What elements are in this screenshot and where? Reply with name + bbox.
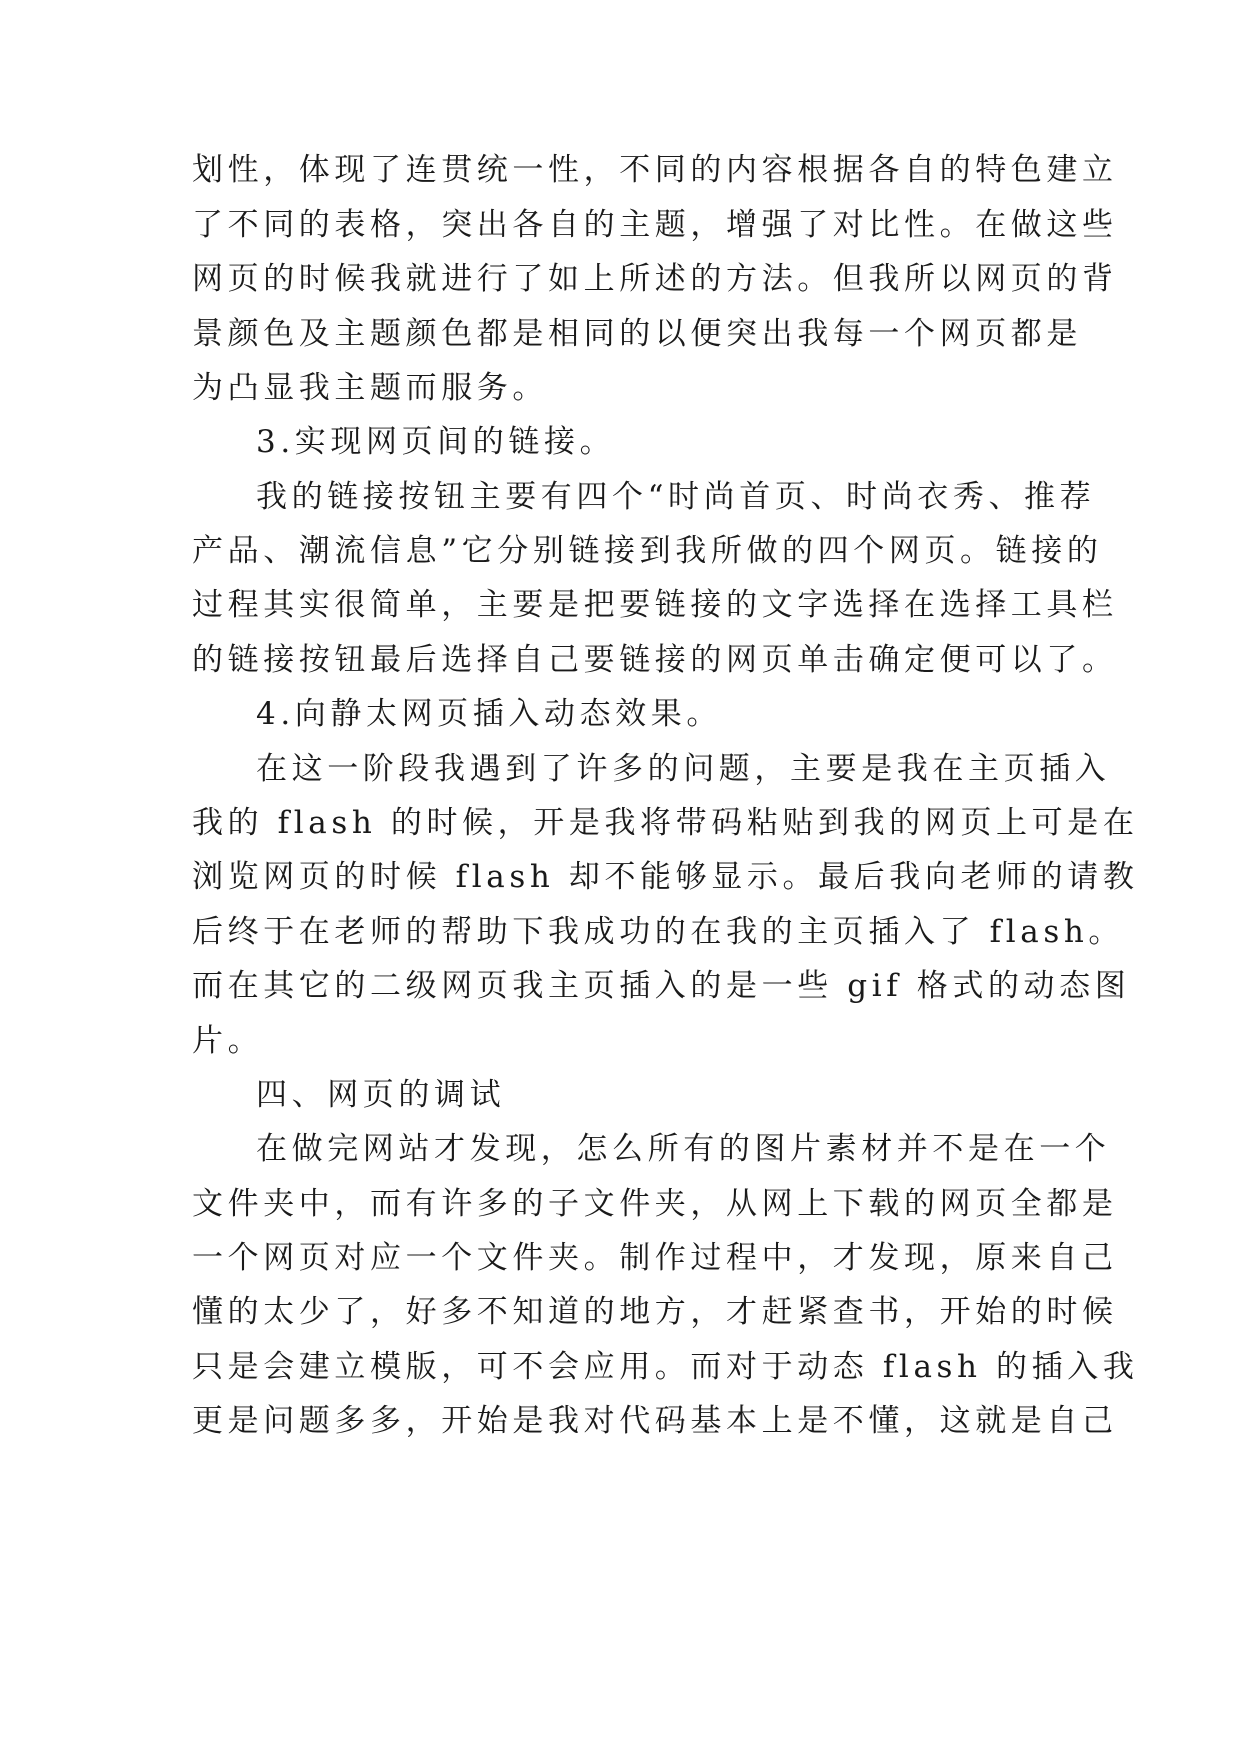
paragraph-line: 我的 flash 的时候，开是我将带码粘贴到我的网页上可是在 <box>192 805 1139 841</box>
paragraph-line: 只是会建立模版，可不会应用。而对于动态 flash 的插入我 <box>192 1349 1139 1385</box>
paragraph-line: 文件夹中，而有许多的子文件夹，从网上下载的网页全都是 <box>192 1186 1118 1222</box>
paragraph-line: 划性，体现了连贯统一性，不同的内容根据各自的特色建立 <box>192 152 1118 188</box>
paragraph-line: 网页的时候我就进行了如上所述的方法。但我所以网页的背 <box>192 261 1118 297</box>
paragraph-line: 后终于在老师的帮助下我成功的在我的主页插入了 flash。 <box>192 914 1124 950</box>
paragraph-line: 浏览网页的时候 flash 却不能够显示。最后我向老师的请教 <box>192 859 1139 895</box>
paragraph-line: 我的链接按钮主要有四个“时尚首页、时尚衣秀、推荐 <box>256 479 1096 515</box>
paragraph-line: 更是问题多多，开始是我对代码基本上是不懂，这就是自己 <box>192 1403 1118 1439</box>
paragraph-line: 了不同的表格，突出各自的主题，增强了对比性。在做这些 <box>192 207 1118 243</box>
section-heading-four: 四、网页的调试 <box>256 1077 506 1113</box>
paragraph-line: 为凸显我主题而服务。 <box>192 370 548 406</box>
paragraph-line: 片。 <box>192 1023 264 1059</box>
section-heading-3: 3.实现网页间的链接。 <box>256 424 616 460</box>
paragraph-line: 产品、潮流信息”它分别链接到我所做的四个网页。链接的 <box>192 533 1103 569</box>
paragraph-line: 而在其它的二级网页我主页插入的是一些 gif 格式的动态图 <box>192 968 1131 1004</box>
section-heading-4: 4.向静太网页插入动态效果。 <box>256 696 722 732</box>
paragraph-line: 景颜色及主题颜色都是相同的以便突出我每一个网页都是 <box>192 316 1082 352</box>
paragraph-line: 的链接按钮最后选择自己要链接的网页单击确定便可以了。 <box>192 642 1118 678</box>
paragraph-line: 一个网页对应一个文件夹。制作过程中，才发现，原来自己 <box>192 1240 1118 1276</box>
paragraph-line: 在做完网站才发现，怎么所有的图片素材并不是在一个 <box>256 1131 1111 1167</box>
paragraph-line: 过程其实很简单，主要是把要链接的文字选择在选择工具栏 <box>192 587 1118 623</box>
paragraph-line: 懂的太少了，好多不知道的地方，才赶紧查书，开始的时候 <box>192 1294 1118 1330</box>
paragraph-line: 在这一阶段我遇到了许多的问题，主要是我在主页插入 <box>256 751 1111 787</box>
